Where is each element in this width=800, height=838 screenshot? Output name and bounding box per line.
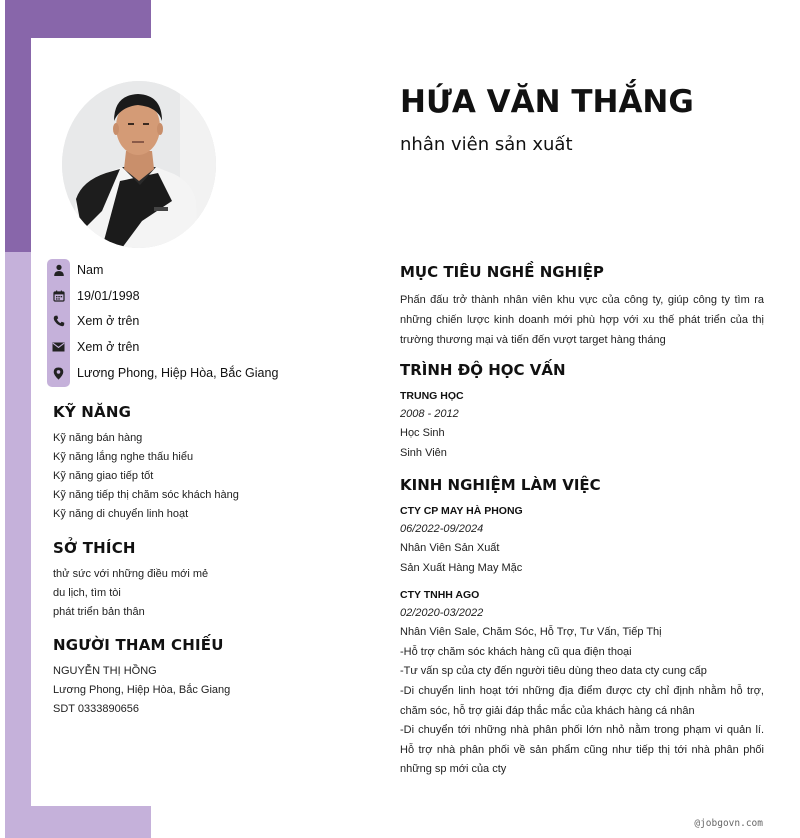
phone-icon xyxy=(47,310,70,332)
job-company: CTY TNHH AGO xyxy=(400,589,480,602)
education-section xyxy=(400,361,764,463)
education-line: Học Sinh xyxy=(400,427,445,439)
job-entry xyxy=(400,503,764,578)
objective-section xyxy=(400,263,764,350)
education-heading: TRÌNH ĐỘ HỌC VẤN xyxy=(400,361,566,379)
education-period: 2008 - 2012 xyxy=(400,408,459,420)
info-gender xyxy=(47,259,103,281)
info-gender-value: Nam xyxy=(77,263,104,277)
job-period: 06/2022-09/2024 xyxy=(400,523,484,535)
reference-name: NGUYỄN THỊ HỒNG xyxy=(53,665,157,677)
job-entry xyxy=(400,587,764,780)
objective-heading: MỤC TIÊU NGHỀ NGHIỆP xyxy=(400,263,604,281)
info-address xyxy=(47,362,278,384)
hobbies-section xyxy=(53,539,353,622)
skills-section xyxy=(53,403,353,524)
hobbies-heading: SỞ THÍCH xyxy=(53,539,136,557)
info-birthdate xyxy=(47,285,140,307)
candidate-title: nhân viên sản xuất xyxy=(400,134,573,155)
skill-item: Kỹ năng bán hàng xyxy=(53,432,143,444)
info-email xyxy=(47,336,139,358)
school-name: TRUNG HỌC xyxy=(400,390,464,402)
job-period: 02/2020-03/2022 xyxy=(400,607,484,620)
skill-item: Kỹ năng lắng nghe thấu hiểu xyxy=(53,451,194,463)
calendar-icon xyxy=(47,285,70,307)
hobby-item: thử sức với những điều mới mẻ xyxy=(53,568,209,580)
mail-icon xyxy=(47,336,70,358)
job-detail: -Di chuyển tới những nhà phân phối lớn nhỏ nằm trong phạm vi quản lí. Hỗ trợ nhà phân phối về sản phẩm cũng như tiếp thị tới nhà phân phối những sp mới của cty xyxy=(400,724,764,776)
references-heading: NGƯỜI THAM CHIẾU xyxy=(53,636,224,654)
job-detail: -Tư vấn sp của cty đến người tiêu dùng theo data cty cung cấp xyxy=(400,665,707,678)
skill-item: Kỹ năng tiếp thị chăm sóc khách hàng xyxy=(53,489,239,501)
objective-text: Phấn đấu trở thành nhân viên khu vực của công ty, giúp công ty tìm ra những chiến lược kinh doanh mới phù hợp với xu thế phát triển của thị trường thương mại và tiến đến vượt target hàng tháng xyxy=(400,294,764,346)
hobby-item: phát triển bản thân xyxy=(53,606,145,618)
location-pin-icon xyxy=(47,362,70,384)
education-line: Sinh Viên xyxy=(400,446,447,459)
skill-item: Kỹ năng giao tiếp tốt xyxy=(53,470,154,482)
skill-item: Kỹ năng di chuyển linh hoạt xyxy=(53,508,189,520)
reference-address: Lương Phong, Hiệp Hòa, Bắc Giang xyxy=(53,684,231,696)
job-detail: -Di chuyển linh hoạt tới những địa điểm được cty chỉ định nhằm hỗ trợ, chăm sóc, hỗ trợ giải đáp thắc mắc của khách hàng cá nhân xyxy=(400,684,764,717)
info-email-value[interactable]: Xem ở trên xyxy=(77,340,140,354)
info-address-value: Lương Phong, Hiệp Hòa, Bắc Giang xyxy=(77,366,279,380)
job-detail: -Hỗ trợ chăm sóc khách hàng cũ qua điện thoại xyxy=(400,645,632,658)
info-birthdate-value: 19/01/1998 xyxy=(77,289,140,303)
experience-section xyxy=(400,476,764,780)
job-detail: Sản Xuất Hàng May Mặc xyxy=(400,561,523,574)
skills-heading: KỸ NĂNG xyxy=(53,403,132,421)
job-company: CTY CP MAY HÀ PHONG xyxy=(400,505,523,517)
experience-heading: KINH NGHIỆM LÀM VIỆC xyxy=(400,476,601,494)
watermark: @jobgovn.com xyxy=(694,818,763,829)
references-section xyxy=(53,636,353,719)
candidate-name: HỨA VĂN THẮNG xyxy=(400,84,694,120)
hobby-item: du lịch, tìm tòi xyxy=(53,587,121,599)
info-phone xyxy=(47,310,139,332)
job-position: Nhân Viên Sale, Chăm Sóc, Hỗ Trợ, Tư Vấn, Tiếp Thị xyxy=(400,626,662,639)
info-phone-value[interactable]: Xem ở trên xyxy=(77,314,140,328)
person-icon xyxy=(47,259,70,281)
job-position: Nhân Viên Sản Xuất xyxy=(400,542,500,554)
profile-photo xyxy=(62,81,216,248)
reference-phone: SDT 0333890656 xyxy=(53,703,140,715)
